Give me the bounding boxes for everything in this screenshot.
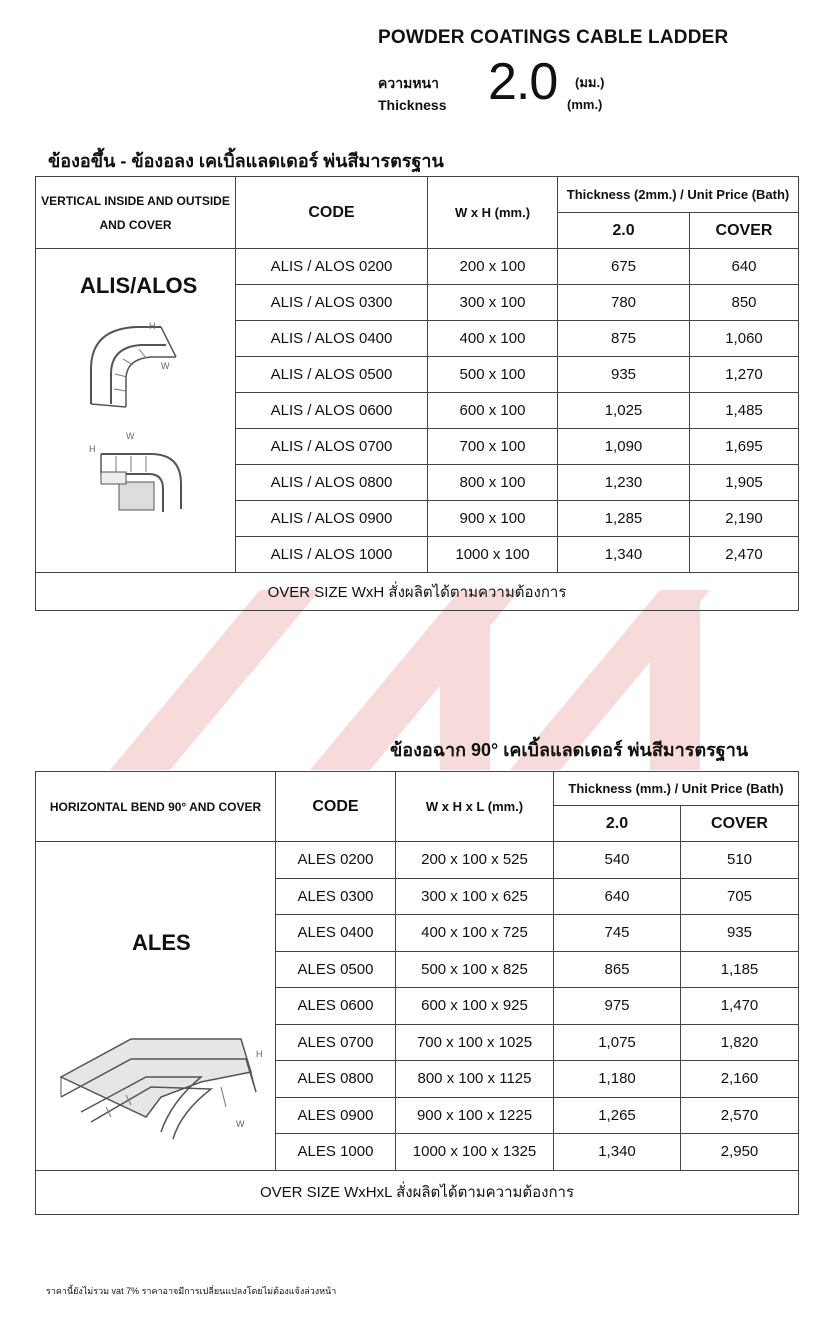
row-code: ALES 0300 xyxy=(276,878,396,915)
row-code: ALES 0500 xyxy=(276,951,396,988)
model-cell xyxy=(36,249,236,573)
row-price-cover: 1,485 xyxy=(690,393,799,429)
row-price-2: 1,340 xyxy=(554,1134,681,1171)
row-price-cover: 1,185 xyxy=(681,951,799,988)
row-price-cover: 850 xyxy=(690,285,799,321)
model-cell xyxy=(36,842,276,1171)
svg-text:W: W xyxy=(126,431,135,441)
column-header-price-group: Thickness (mm.) / Unit Price (Bath) xyxy=(554,772,799,806)
row-code: ALES 0800 xyxy=(276,1061,396,1098)
row-price-2: 1,285 xyxy=(558,501,690,537)
row-price-2: 1,090 xyxy=(558,429,690,465)
row-price-cover: 1,470 xyxy=(681,988,799,1025)
column-header-thickness-2: 2.0 xyxy=(558,213,690,249)
vertical-bend-illustration-2 xyxy=(81,424,201,519)
section2-table xyxy=(35,771,799,1215)
row-size: 300 x 100 x 625 xyxy=(396,878,554,915)
unit-th: (มม.) xyxy=(575,75,605,90)
row-price-cover: 510 xyxy=(681,842,799,879)
row-price-cover: 2,950 xyxy=(681,1134,799,1171)
row-code: ALIS / ALOS 0700 xyxy=(236,429,428,465)
column-header-size: W x H x L (mm.) xyxy=(396,772,554,842)
row-price-2: 1,075 xyxy=(554,1024,681,1061)
row-price-cover: 640 xyxy=(690,249,799,285)
row-size: 400 x 100 xyxy=(428,321,558,357)
section1-heading: ข้องอขึ้น - ข้องอลง เคเบิ้ลแลดเดอร์ พ่นสีมารตรฐาน xyxy=(48,151,444,171)
row-price-cover: 2,190 xyxy=(690,501,799,537)
unit-en: (mm.) xyxy=(567,97,603,112)
row-price-cover: 1,820 xyxy=(681,1024,799,1061)
svg-text:H: H xyxy=(89,444,96,454)
column-header-code: CODE xyxy=(276,772,396,842)
thickness-value: 2.0 xyxy=(488,53,558,111)
svg-text:W: W xyxy=(236,1119,245,1129)
svg-text:H: H xyxy=(149,321,156,331)
oversize-note: OVER SIZE WxHxL สั่งผลิตได้ตามความต้องการ xyxy=(36,1170,799,1214)
row-price-cover: 1,695 xyxy=(690,429,799,465)
row-size: 900 x 100 xyxy=(428,501,558,537)
row-price-2: 935 xyxy=(558,357,690,393)
row-price-2: 1,180 xyxy=(554,1061,681,1098)
row-code: ALIS / ALOS 1000 xyxy=(236,537,428,573)
column-header-thickness-2: 2.0 xyxy=(554,806,681,842)
row-size: 500 x 100 xyxy=(428,357,558,393)
row-size: 700 x 100 xyxy=(428,429,558,465)
row-price-2: 1,230 xyxy=(558,465,690,501)
row-size: 600 x 100 x 925 xyxy=(396,988,554,1025)
section1-table xyxy=(35,176,799,611)
row-price-cover: 1,270 xyxy=(690,357,799,393)
row-size: 500 x 100 x 825 xyxy=(396,951,554,988)
row-size: 200 x 100 xyxy=(428,249,558,285)
row-code: ALES 0400 xyxy=(276,915,396,952)
thickness-label-en: Thickness xyxy=(378,97,447,113)
row-size: 1000 x 100 xyxy=(428,537,558,573)
thickness-label-th: ความหนา xyxy=(378,75,439,91)
row-price-2: 640 xyxy=(554,878,681,915)
model-name: ALIS/ALOS xyxy=(80,273,198,298)
column-header-cover: COVER xyxy=(690,213,799,249)
column-header-price-group: Thickness (2mm.) / Unit Price (Bath) xyxy=(558,177,799,213)
row-price-cover: 2,160 xyxy=(681,1061,799,1098)
section2-heading: ข้องอฉาก 90° เคเบิ้ลแลดเดอร์ พ่นสีมารตรฐาน xyxy=(390,740,749,760)
row-price-cover: 705 xyxy=(681,878,799,915)
row-price-2: 865 xyxy=(554,951,681,988)
row-size: 400 x 100 x 725 xyxy=(396,915,554,952)
row-code: ALIS / ALOS 0300 xyxy=(236,285,428,321)
oversize-note: OVER SIZE WxH สั่งผลิตได้ตามความต้องการ xyxy=(36,573,799,611)
row-code: ALES 0700 xyxy=(276,1024,396,1061)
row-size: 200 x 100 x 525 xyxy=(396,842,554,879)
row-code: ALIS / ALOS 0600 xyxy=(236,393,428,429)
row-size: 1000 x 100 x 1325 xyxy=(396,1134,554,1171)
row-size: 800 x 100 x 1125 xyxy=(396,1061,554,1098)
row-code: ALIS / ALOS 0200 xyxy=(236,249,428,285)
row-price-cover: 935 xyxy=(681,915,799,952)
row-price-cover: 2,570 xyxy=(681,1097,799,1134)
row-price-2: 1,340 xyxy=(558,537,690,573)
svg-text:H: H xyxy=(256,1049,263,1059)
row-price-2: 540 xyxy=(554,842,681,879)
row-code: ALIS / ALOS 0500 xyxy=(236,357,428,393)
row-code: ALES 1000 xyxy=(276,1134,396,1171)
row-price-2: 675 xyxy=(558,249,690,285)
horizontal-bend-illustration xyxy=(51,1027,266,1147)
row-code: ALIS / ALOS 0400 xyxy=(236,321,428,357)
column-header-cover: COVER xyxy=(681,806,799,842)
row-size: 700 x 100 x 1025 xyxy=(396,1024,554,1061)
row-size: 300 x 100 xyxy=(428,285,558,321)
row-price-cover: 1,905 xyxy=(690,465,799,501)
row-code: ALIS / ALOS 0900 xyxy=(236,501,428,537)
row-price-2: 780 xyxy=(558,285,690,321)
row-code: ALIS / ALOS 0800 xyxy=(236,465,428,501)
row-price-2: 1,025 xyxy=(558,393,690,429)
row-code: ALES 0900 xyxy=(276,1097,396,1134)
row-code: ALES 0200 xyxy=(276,842,396,879)
page-title: POWDER COATINGS CABLE LADDER xyxy=(378,27,729,48)
row-price-2: 975 xyxy=(554,988,681,1025)
model-name: ALES xyxy=(132,930,191,955)
row-price-2: 1,265 xyxy=(554,1097,681,1134)
row-price-2: 875 xyxy=(558,321,690,357)
row-price-cover: 2,470 xyxy=(690,537,799,573)
column-header-desc: VERTICAL INSIDE AND OUTSIDE AND COVER xyxy=(36,177,236,249)
row-price-2: 745 xyxy=(554,915,681,952)
column-header-desc: HORIZONTAL BEND 90° AND COVER xyxy=(36,772,276,842)
vertical-bend-illustration xyxy=(81,319,201,419)
column-header-size: W x H (mm.) xyxy=(428,177,558,249)
column-header-code: CODE xyxy=(236,177,428,249)
row-size: 800 x 100 xyxy=(428,465,558,501)
row-price-cover: 1,060 xyxy=(690,321,799,357)
svg-text:W: W xyxy=(161,361,170,371)
row-code: ALES 0600 xyxy=(276,988,396,1025)
row-size: 900 x 100 x 1225 xyxy=(396,1097,554,1134)
row-size: 600 x 100 xyxy=(428,393,558,429)
price-note: ราคานี้ยังไม่รวม vat 7% ราคาอาจมีการเปลี่ยนแปลงโดยไม่ต้องแจ้งล่วงหน้า xyxy=(46,1286,337,1296)
